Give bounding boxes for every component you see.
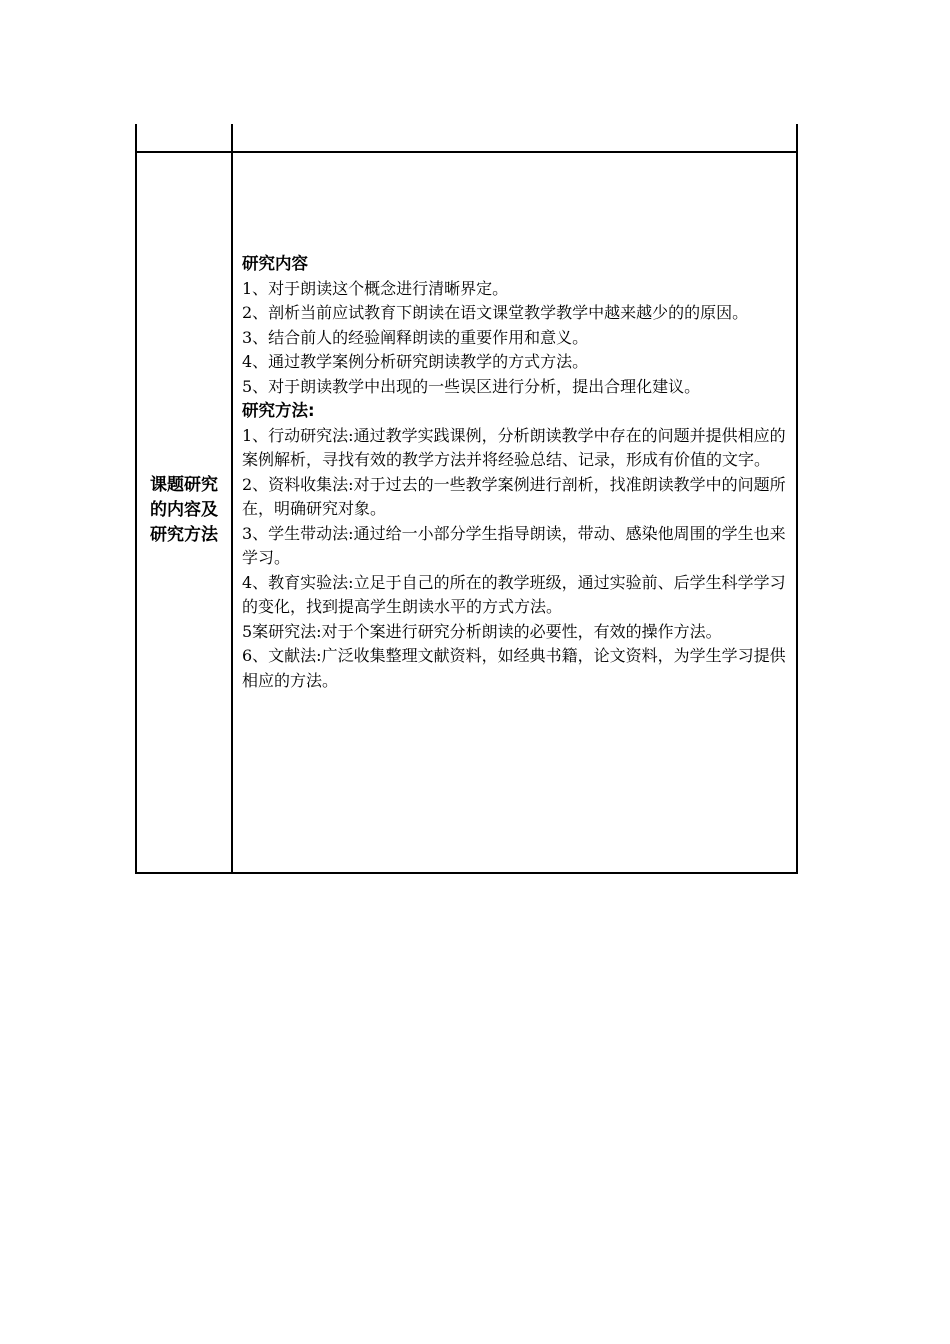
row-label-line: 课题研究: [150, 475, 218, 495]
research-content-item: 2、剖析当前应试教育下朗读在语文课堂教学教学中越来越少的的原因。: [242, 303, 749, 322]
research-method-item: 1、行动研究法:通过教学实践课例，分析朗读教学中存在的问题并提供相应的案例解析，寻找有效的教学方法并将经验总结、记录，形成有价值的文字。: [242, 425, 786, 469]
row-label-cell: [138, 473, 230, 548]
table-divider-top: [231, 124, 233, 152]
table-column-divider: [231, 151, 233, 874]
table-row-separator: [135, 151, 798, 153]
table-border-left-top: [135, 124, 137, 152]
row-label-line: 研究方法: [150, 525, 218, 545]
table-border-right: [796, 151, 798, 874]
table-border-right-top: [796, 124, 798, 152]
section-heading-research-methods: 研究方法:: [242, 401, 315, 420]
research-method-item: 6、文献法:广泛收集整理文献资料，如经典书籍，论文资料，为学生学习提供相应的方法。: [242, 646, 786, 690]
table-border-left: [135, 151, 137, 874]
research-content-item: 1、对于朗读这个概念进行清晰界定。: [242, 278, 509, 298]
research-method-item: 4、教育实验法:立足于自己的所在的教学班级，通过实验前、后学生科学学习的变化，找到提高学生朗读水平的方式方法。: [242, 572, 786, 616]
research-method-item: 3、学生带动法:通过给一小部分学生指导朗读，带动、感染他周围的学生也来学习。: [242, 523, 786, 567]
research-content-item: 4、通过教学案例分析研究朗读教学的方式方法。: [242, 352, 589, 371]
content-cell: [242, 252, 790, 693]
research-content-item: 5、对于朗读教学中出现的一些误区进行分析，提出合理化建议。: [242, 376, 701, 396]
research-method-item: 2、资料收集法:对于过去的一些教学案例进行剖析，找准朗读教学中的问题所在，明确研究对象。: [242, 474, 786, 518]
research-content-item: 3、结合前人的经验阐释朗读的重要作用和意义。: [242, 327, 589, 347]
research-method-item: 5案研究法:对于个案进行研究分析朗读的必要性，有效的操作方法。: [242, 621, 722, 641]
section-heading-research-content: 研究内容: [242, 254, 308, 273]
table-border-bottom: [135, 872, 798, 874]
row-label-line: 的内容及: [150, 500, 218, 520]
